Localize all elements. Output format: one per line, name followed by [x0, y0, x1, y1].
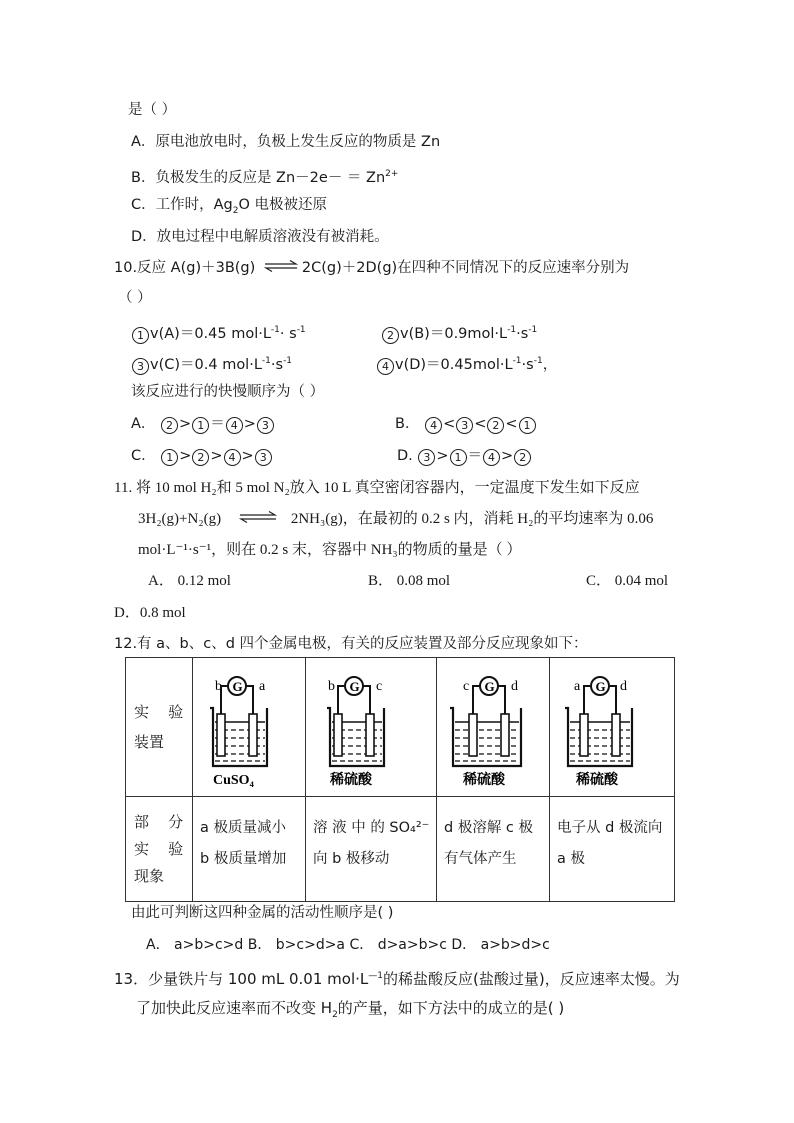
q9-option-c: C．工作时，$Ag_2O$ 电极被还原	[131, 197, 328, 216]
q11-stem-line1: 11. 将 10 mol H₂和 5 mol N₂放入 10 L 真空密闭容器内，一定温度下发生如下反应	[114, 480, 640, 496]
q11-stem-line2: 3H₂(g)+N₂(g) 2NH₃(g)，在最初的 0.2 s 内，消耗 H₂的平均速率为 0.06	[138, 511, 654, 527]
apparatus-cell-1	[193, 658, 306, 797]
solution-label: 稀硫酸	[463, 771, 505, 787]
electrode-label-right: d	[511, 679, 518, 694]
electrode	[249, 714, 257, 756]
solution-label: 稀硫酸	[576, 771, 618, 787]
q10-rate-2: 2 $v(B)=0.9mol\cdot L^{-1}\cdot s^{-1}$	[381, 320, 537, 344]
electrolytic-cell-diagram	[306, 658, 436, 792]
svg-text:G: G	[232, 679, 243, 694]
q13-stem-line2: 了加快此反应速率而不改变 $H_2$的产量，如下方法中的成立的是( )	[136, 999, 565, 1020]
experiment-table	[125, 657, 675, 902]
electrode	[469, 714, 477, 756]
svg-text:G: G	[484, 679, 495, 694]
solution-label: CuSO₄	[213, 773, 254, 788]
phenomenon-cell-2: 溶 液 中 的 SO₄²⁻ 向 b 极移动	[306, 797, 437, 902]
electrode-label-left: c	[463, 679, 470, 694]
electrolytic-cell-diagram	[193, 658, 305, 792]
beaker-icon	[565, 708, 632, 766]
q10-option-d: D. 3 > 1 ＝ 4 > 2	[397, 446, 532, 466]
solution-label: 稀硫酸	[330, 771, 372, 787]
electrode	[334, 714, 342, 756]
q10-option-a: A． 2 > 1 ＝ 4 > 3	[131, 414, 275, 434]
phenomenon-cell-3: d 极溶解 c 极 有气体产生	[437, 797, 550, 902]
electrolytic-cell-diagram	[437, 658, 549, 792]
beaker-icon	[450, 708, 521, 766]
electrode	[501, 714, 509, 756]
electrolytic-cell-diagram	[550, 658, 674, 792]
q9-option-b: B．负极发生的反应是 $Zn-2e- = Zn^{2+}$	[131, 169, 399, 186]
q10-rate-1: 1 v(A)＝0.45 $mol\cdot L^{-1}\cdot s^{-1}$	[131, 320, 306, 344]
q10-stem: 10.反应 A(g)＋3B(g) 2C(g)＋2D(g)在四种不同情况下的反应速率分别为	[114, 260, 630, 276]
electrode-label-left: b	[215, 679, 222, 694]
q10-rate-3: 3 v(C)＝0.4 $mol\cdot L^{-1}\cdot s^{-1}$	[131, 351, 292, 375]
electrode-label-right: a	[259, 679, 266, 694]
electrode	[217, 714, 225, 756]
q11-stem-line3: mol·L⁻¹·s⁻¹，则在 0.2 s 末，容器中 NH₃的物质的量是（ ）	[138, 542, 522, 558]
svg-text:G: G	[349, 679, 360, 694]
electrode	[366, 714, 374, 756]
row-header-phenomenon: 部 分 实 验 现象	[126, 797, 193, 902]
q10-option-c: C． 1 > 2 > 4 > 3	[131, 446, 273, 466]
q11-option-b: B． 0.08 mol	[368, 573, 451, 589]
q9-option-d: D．放电过程中电解质溶液没有被消耗。	[131, 229, 389, 245]
q12-options: A． a>b>c>d B． b>c>d>a C． d>a>b>c D． a>b>d>c	[146, 937, 550, 953]
q13-stem-line1: 13．少量铁片与 100 mL 0.01 $mol\cdot L^{—1}$的稀盐酸反应(盐酸过量)，反应速率太慢。为	[114, 970, 680, 988]
apparatus-cell-3	[437, 658, 550, 797]
phenomenon-cell-4: 电子从 d 极流向 a 极	[550, 797, 675, 902]
equilibrium-arrow-icon	[264, 260, 298, 272]
svg-text:G: G	[595, 679, 606, 694]
q11-option-a: A． 0.12 mol	[148, 573, 231, 589]
q9-stem-tail: 是（ ）	[128, 102, 177, 118]
q11-option-d: D．0.8 mol	[114, 605, 186, 621]
equilibrium-arrow-icon	[239, 511, 277, 523]
phenomenon-cell-1: a 极质量减小 b 极质量增加	[193, 797, 306, 902]
q10-paren: （ ）	[118, 290, 152, 306]
q10-option-b: B． 4 < 3 < 2 < 1	[395, 414, 537, 434]
q9-option-a: A．原电池放电时，负极上发生反应的物质是 Zn	[131, 134, 441, 150]
q10-rate-4: 4 $v(D)=0.45mol\cdot L^{-1}\cdot s^{-1}$，	[376, 351, 557, 375]
apparatus-cell-4	[550, 658, 675, 797]
electrode-label-left: b	[328, 679, 335, 694]
q11-option-c: C． 0.04 mol	[586, 573, 669, 589]
q10-ask: 该反应进行的快慢顺序为（ ）	[131, 384, 325, 400]
electrode	[580, 714, 588, 756]
apparatus-cell-2	[306, 658, 437, 797]
electrode	[612, 714, 620, 756]
table-row	[126, 797, 675, 902]
table-row	[126, 658, 675, 797]
q12-stem: 12.有 a、b、c、d 四个金属电极，有关的反应装置及部分反应现象如下：	[114, 636, 588, 652]
electrode-label-left: a	[574, 679, 581, 694]
electrode-label-right: d	[620, 679, 627, 694]
electrode-label-right: c	[376, 679, 383, 694]
q12-conclusion: 由此可判断这四种金属的活动性顺序是( )	[131, 905, 394, 921]
row-header-apparatus: 实 验 装置	[126, 658, 193, 797]
